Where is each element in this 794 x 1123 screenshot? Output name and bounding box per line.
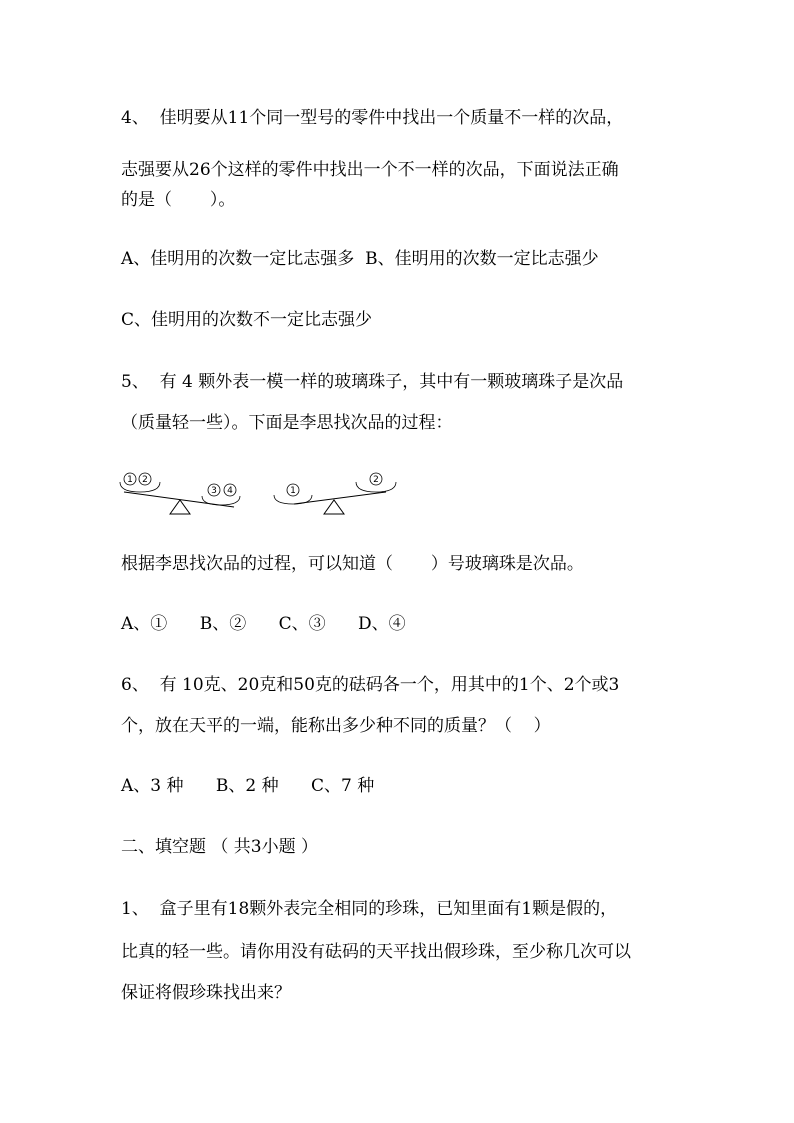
q4-text-line-2: 志强要从26个这样的零件中找出一个不一样的次品，下面说法正确 [121, 160, 619, 180]
balance-scale-illustration [118, 470, 408, 520]
svg-text:1: 1 [290, 486, 296, 496]
svg-text:1: 1 [127, 475, 133, 485]
svg-text:3: 3 [211, 486, 217, 496]
bead-2 [139, 473, 151, 485]
q4-option-c: C、佳明用的次数不一定比志强少 [121, 310, 373, 330]
q5-question: 根据李思找次品的过程，可以知道（ ）号玻璃珠是次品。 [121, 554, 584, 574]
bead-1-second [287, 484, 299, 496]
q1-text-line-2: 比真的轻一些。请你用没有砝码的天平找出假珍珠，至少称几次可以 [121, 942, 631, 962]
bead-3 [208, 484, 220, 496]
q1-text-line-1: 1、 盒子里有18颗外表完全相同的珍珠，已知里面有1颗是假的， [121, 899, 618, 919]
q4-text-line-3: 的是（ ）。 [121, 190, 236, 210]
balance-scale-figure [118, 470, 408, 520]
q6-text-line-1: 6、 有 10克、20克和50克的砝码各一个，用其中的1个、2个或3 [121, 675, 620, 695]
q4-text-line-1: 4、 佳明要从11个同一型号的零件中找出一个质量不一样的次品， [121, 108, 624, 128]
section-heading-fill-in: 二、填空题 （ 共3小题 ） [121, 837, 319, 857]
q1-text-line-3: 保证将假珍珠找出来？ [121, 983, 291, 1003]
bead-1 [124, 473, 136, 485]
q6-options: A、3 种 B、2 种 C、7 种 [121, 776, 375, 796]
q5-options: A、① B、② C、③ D、④ [121, 614, 406, 634]
bead-4 [224, 484, 236, 496]
svg-text:2: 2 [373, 475, 379, 485]
q5-text-line-2: （质量轻一些）。下面是李思找次品的过程： [121, 413, 453, 433]
svg-text:2: 2 [142, 475, 148, 485]
balance-scale-2 [274, 473, 396, 514]
q6-text-line-2: 个，放在天平的一端，能称出多少种不同的质量？（ ） [121, 716, 551, 736]
q5-text-line-1: 5、 有 4 颗外表一模一样的玻璃珠子，其中有一颗玻璃珠子是次品 [121, 372, 624, 392]
q4-options-ab: A、佳明用的次数一定比志强多 B、佳明用的次数一定比志强少 [121, 249, 599, 269]
bead-2-second [370, 473, 382, 485]
svg-text:4: 4 [227, 486, 233, 496]
balance-scale-1 [120, 473, 240, 514]
